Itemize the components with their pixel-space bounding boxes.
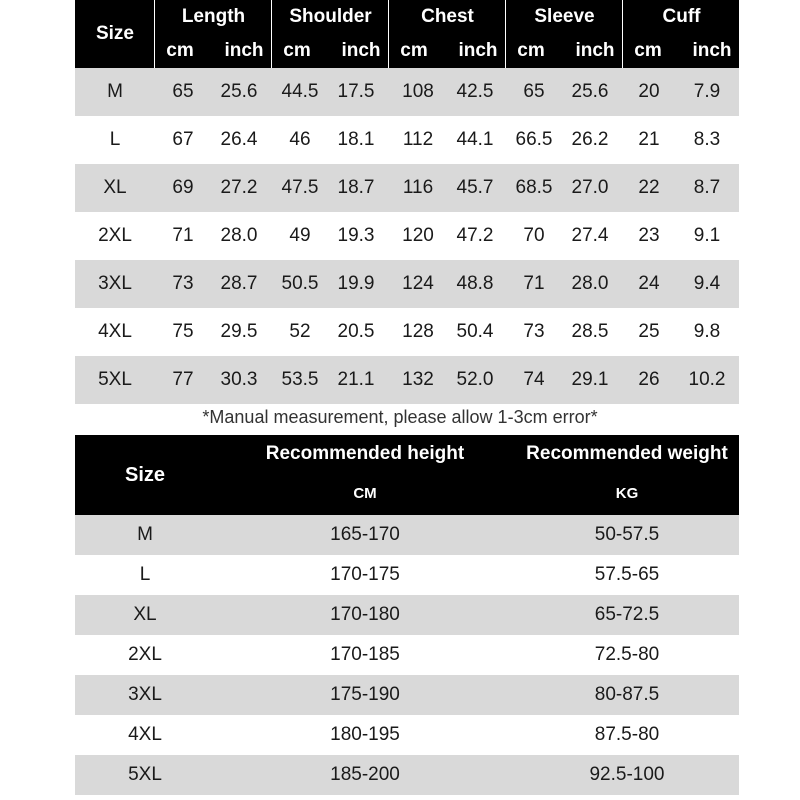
value-cell: 18.7	[337, 177, 375, 198]
value-cell: 46	[289, 129, 311, 150]
value-cell: 27.4	[571, 225, 609, 246]
unit-label-inch: inch	[692, 40, 732, 61]
size-cell: M	[107, 81, 123, 102]
recommendation-table	[75, 435, 739, 795]
value-cell: 47.5	[281, 177, 319, 198]
value-cell: 8.3	[693, 129, 721, 150]
value-cell: 7.9	[693, 81, 721, 102]
height-cell: 175-190	[330, 684, 400, 705]
value-cell: 65	[172, 81, 194, 102]
size-cell: 4XL	[128, 724, 162, 745]
value-cell: 69	[172, 177, 194, 198]
value-cell: 28.0	[220, 225, 258, 246]
size-cell: 5XL	[98, 369, 132, 390]
value-cell: 17.5	[337, 81, 375, 102]
measurement-row	[75, 68, 739, 116]
size-header: Size	[95, 23, 135, 44]
size-cell: 2XL	[98, 225, 132, 246]
value-cell: 21	[638, 129, 660, 150]
value-cell: 49	[289, 225, 311, 246]
size-cell: XL	[103, 177, 127, 198]
value-cell: 30.3	[220, 369, 258, 390]
value-cell: 20	[638, 81, 660, 102]
weight-cell: 50-57.5	[594, 524, 660, 545]
unit-label-cm: cm	[400, 40, 428, 61]
recommendation-row	[75, 555, 739, 595]
unit-label-inch: inch	[341, 40, 381, 61]
recommendation-row	[75, 715, 739, 755]
value-cell: 112	[402, 129, 434, 150]
weight-unit: KG	[615, 485, 639, 502]
size-cell: 3XL	[98, 273, 132, 294]
value-cell: 108	[402, 81, 434, 102]
value-cell: 132	[402, 369, 434, 390]
measurement-row	[75, 116, 739, 164]
value-cell: 22	[638, 177, 660, 198]
value-cell: 70	[523, 225, 545, 246]
measurement-row	[75, 212, 739, 260]
height-cell: 165-170	[330, 524, 400, 545]
measurement-table-header	[75, 0, 739, 68]
size-cell: M	[137, 524, 153, 545]
size-cell: 2XL	[128, 644, 162, 665]
size-cell: 3XL	[128, 684, 162, 705]
unit-label-inch: inch	[458, 40, 498, 61]
measurement-row	[75, 356, 739, 404]
value-cell: 66.5	[515, 129, 553, 150]
value-cell: 29.5	[220, 321, 258, 342]
recommendation-table-header	[75, 435, 739, 515]
size-cell: 5XL	[128, 764, 162, 785]
group-header-sleeve: Sleeve	[534, 6, 595, 27]
group-header-chest: Chest	[421, 6, 474, 27]
value-cell: 73	[523, 321, 545, 342]
value-cell: 44.5	[281, 81, 319, 102]
weight-cell: 92.5-100	[589, 764, 665, 785]
value-cell: 77	[172, 369, 194, 390]
measurement-row	[75, 164, 739, 212]
measurement-note: *Manual measurement, please allow 1-3cm error*	[202, 407, 598, 427]
value-cell: 24	[638, 273, 660, 294]
recommendation-row	[75, 635, 739, 675]
value-cell: 26	[638, 369, 660, 390]
value-cell: 28.7	[220, 273, 258, 294]
height-cell: 185-200	[330, 764, 400, 785]
weight-cell: 65-72.5	[594, 604, 660, 625]
value-cell: 20.5	[337, 321, 375, 342]
value-cell: 25	[638, 321, 660, 342]
value-cell: 124	[402, 273, 434, 294]
height-cell: 180-195	[330, 724, 400, 745]
height-cell: 170-175	[330, 564, 400, 585]
value-cell: 9.4	[693, 273, 721, 294]
value-cell: 28.5	[571, 321, 609, 342]
weight-cell: 80-87.5	[594, 684, 660, 705]
value-cell: 26.4	[220, 129, 258, 150]
recommendation-row	[75, 595, 739, 635]
size-cell: L	[139, 564, 151, 585]
measurement-table	[75, 0, 739, 404]
value-cell: 19.9	[337, 273, 375, 294]
value-cell: 27.0	[571, 177, 609, 198]
value-cell: 71	[523, 273, 545, 294]
value-cell: 44.1	[456, 129, 494, 150]
value-cell: 48.8	[456, 273, 494, 294]
recommendation-row	[75, 675, 739, 715]
value-cell: 10.2	[688, 369, 726, 390]
value-cell: 53.5	[281, 369, 319, 390]
size-cell: 4XL	[98, 321, 132, 342]
height-cell: 170-185	[330, 644, 400, 665]
height-unit: CM	[353, 485, 377, 502]
group-header-length: Length	[181, 6, 246, 27]
unit-label-inch: inch	[575, 40, 615, 61]
value-cell: 29.1	[571, 369, 609, 390]
value-cell: 75	[172, 321, 194, 342]
value-cell: 27.2	[220, 177, 258, 198]
value-cell: 71	[172, 225, 194, 246]
height-cell: 170-180	[330, 604, 400, 625]
size-cell: L	[109, 129, 121, 150]
value-cell: 120	[402, 225, 434, 246]
unit-label-inch: inch	[224, 40, 264, 61]
group-header-cuff: Cuff	[662, 6, 701, 27]
value-cell: 52.0	[456, 369, 494, 390]
unit-label-cm: cm	[634, 40, 662, 61]
value-cell: 25.6	[220, 81, 258, 102]
unit-label-cm: cm	[517, 40, 545, 61]
weight-cell: 57.5-65	[594, 564, 660, 585]
rec-size-header: Size	[124, 463, 166, 486]
unit-label-cm: cm	[166, 40, 194, 61]
measurement-row	[75, 308, 739, 356]
height-header: Recommended height	[265, 443, 465, 464]
unit-label-cm: cm	[283, 40, 311, 61]
value-cell: 23	[638, 225, 660, 246]
weight-cell: 87.5-80	[594, 724, 660, 745]
measurement-row	[75, 260, 739, 308]
value-cell: 65	[523, 81, 545, 102]
value-cell: 74	[523, 369, 545, 390]
weight-cell: 72.5-80	[594, 644, 660, 665]
value-cell: 19.3	[337, 225, 375, 246]
recommendation-row	[75, 515, 739, 555]
value-cell: 26.2	[571, 129, 609, 150]
value-cell: 67	[172, 129, 194, 150]
value-cell: 9.8	[693, 321, 721, 342]
value-cell: 116	[402, 177, 434, 198]
value-cell: 18.1	[337, 129, 375, 150]
group-header-shoulder: Shoulder	[289, 6, 372, 27]
value-cell: 52	[289, 321, 311, 342]
value-cell: 50.4	[456, 321, 494, 342]
value-cell: 45.7	[456, 177, 494, 198]
value-cell: 73	[172, 273, 194, 294]
value-cell: 47.2	[456, 225, 494, 246]
weight-header: Recommended weight	[526, 443, 728, 464]
recommendation-row	[75, 755, 739, 795]
size-cell: XL	[133, 604, 157, 625]
value-cell: 50.5	[281, 273, 319, 294]
value-cell: 128	[402, 321, 434, 342]
value-cell: 8.7	[693, 177, 721, 198]
value-cell: 28.0	[571, 273, 609, 294]
value-cell: 9.1	[693, 225, 721, 246]
value-cell: 68.5	[515, 177, 553, 198]
value-cell: 42.5	[456, 81, 494, 102]
value-cell: 21.1	[337, 369, 375, 390]
value-cell: 25.6	[571, 81, 609, 102]
